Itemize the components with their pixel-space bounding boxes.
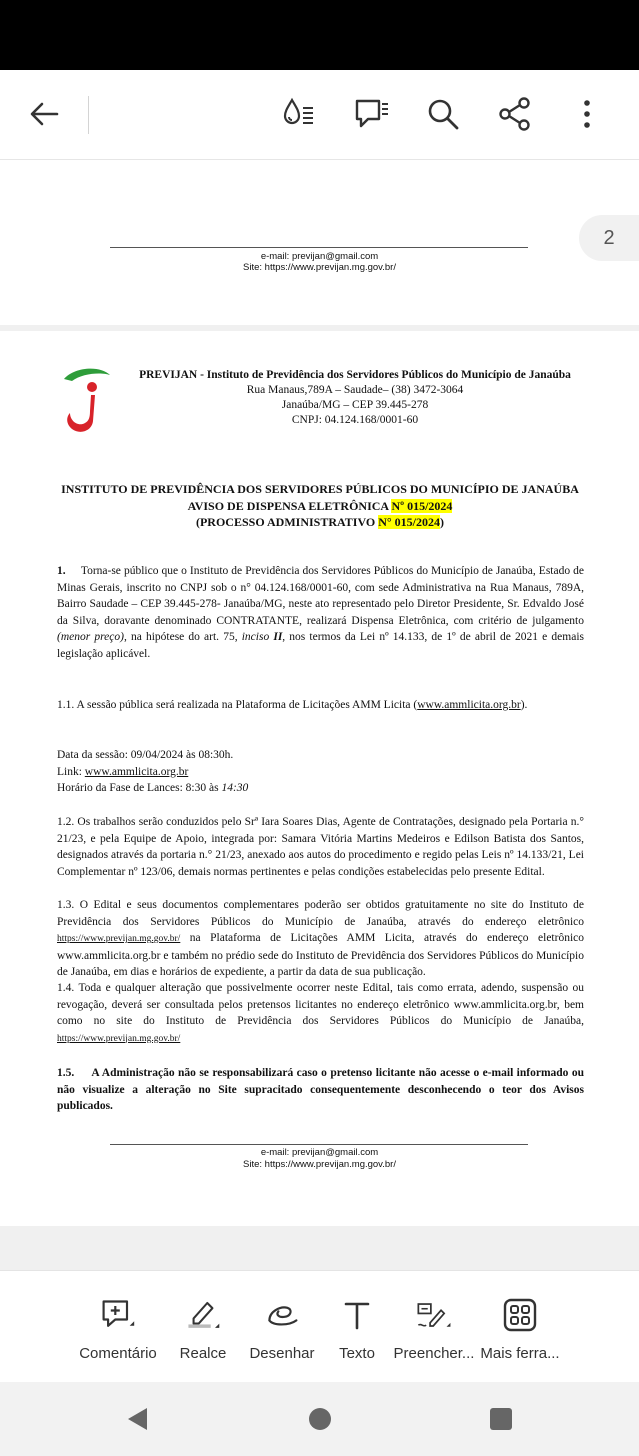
nav-back-button[interactable] (121, 1403, 153, 1435)
search-button[interactable] (421, 92, 465, 136)
section-1 (57, 563, 584, 662)
title-line-3: (PROCESSO ADMINISTRATIVO N° 015/2024) (195, 515, 445, 529)
section-1-5-number: 1.5. (57, 1067, 75, 1079)
tool-label: Mais ferra... (480, 1345, 560, 1362)
text-icon (339, 1297, 375, 1333)
section-1-3 (57, 897, 584, 981)
overflow-menu-button[interactable] (565, 92, 609, 136)
section-1-5-text: A Administração não se responsabilizará caso o pretenso licitante não acesse o e-mail informado ou não visualize a alteração no Site supracitado consequentemente desconhecendo o teor dos Avisos publicados. (57, 1067, 584, 1112)
nav-home-button[interactable] (304, 1403, 336, 1435)
liquid-mode-button[interactable] (278, 92, 322, 136)
session-info (57, 747, 584, 797)
document-title (60, 481, 580, 531)
session-schedule-end: 14:30 (221, 782, 249, 794)
search-icon (426, 97, 460, 131)
footer-email: e-mail: previjan@gmail.com (260, 251, 379, 262)
share-icon (497, 96, 533, 132)
pdf-page-previous (0, 160, 639, 325)
session-link-line (57, 764, 584, 781)
tool-fill-sign[interactable] (386, 1297, 482, 1373)
draw-icon (264, 1297, 300, 1333)
top-toolbar (0, 70, 639, 160)
tool-label: Realce (179, 1345, 227, 1362)
ammlicita-link[interactable]: www.ammlicita.org.br (417, 699, 521, 711)
section-1-1 (57, 697, 584, 714)
status-bar (0, 0, 639, 70)
previjan-logo (58, 365, 114, 437)
footer-site: Site: https://www.previjan.mg.gov.br/ (243, 262, 396, 273)
tool-comment[interactable] (70, 1297, 166, 1373)
tool-label: Desenhar (249, 1345, 315, 1362)
previjan-link-2[interactable]: https://www.previjan.mg.gov.br/ (57, 1033, 181, 1044)
session-link[interactable]: www.ammlicita.org.br (84, 765, 189, 778)
session-link-label: Link: (57, 765, 85, 778)
session-schedule-label: Horário da Fase de Lances: 8:30 às (57, 782, 222, 794)
highlighter-icon (185, 1297, 221, 1333)
square-recents-icon (489, 1407, 513, 1431)
section-1-number: 1. (57, 565, 66, 577)
footer-rule (110, 1144, 528, 1145)
section-1-criterion: (menor preço) (57, 631, 124, 643)
section-1-roman: II (273, 631, 283, 643)
section-1-4-text: 1.4. Toda e qualquer alteração que possivelmente ocorrer neste Edital, tais como errata, adendo, suspensão ou revogação, deverá ser consultada pelos pretensos licitantes no endereço eletrônico www.ammlicita.org.br, bem como no site do Instituto de Previdência dos Servidores Públicos do Município de Janaúba, (57, 982, 584, 1027)
org-city: Janaúba/MG – CEP 39.445-278 (281, 399, 429, 411)
arrow-left-icon (28, 100, 60, 128)
triangle-back-icon (125, 1406, 149, 1432)
title-line-2-text: AVISO DE DISPENSA ELETRÔNICA (187, 498, 392, 513)
document-viewer[interactable] (0, 160, 639, 1270)
process-number: N° 015/2024 (378, 515, 441, 529)
notice-number: Nº 015/2024 (391, 498, 453, 513)
fill-sign-icon (416, 1297, 452, 1333)
section-1-text: Torna-se público que o Instituto de Previdência dos Servidores Públicos do Município de Janaúba, Estado de Minas Gerais, inscrito no CNPJ sob o n° 04.124.168/0001-60, com sede Administrativa na Rua Manaus, 789A, Bairro Saudade – CEP 39.445-278- Janaúba/MG, neste ato representado pelo Diretor Presidente, Sr. Edvaldo José da Silva, doravante denominado CONTRATANTE, realizará Dispensa Eletrônica, com critério de julgamento (57, 565, 584, 627)
session-schedule (57, 780, 584, 797)
section-1-3-text-2: na Plataforma de Licitações AMM Licita, através do endereço eletrônico www.ammlicita.org.br e também no prédio sede do Instituto de Previdência dos Servidores Públicos do Município de Janaúba, em dias e horários de expediente, a partir da data de sua publicação. (57, 932, 584, 978)
tool-label: Texto (339, 1345, 375, 1362)
title-line-2 (60, 498, 580, 515)
section-1-2: 1.2. Os trabalhos serão conduzidos pelo Srª Iara Soares Dias, Agente de Contratações, designado pela Portaria n.° 21/23, e pela Equipe de Apoio, integrada por: Samara Vitória Martins Medeiros e Edilson Batista dos Santos, designados através da portaria n.° 21/23, anexado aos autos do procedimento e regido pelas Leis nº 14.133/21, Lei Complementar nº 123/06, demais normas pertinentes e pelas condições estabelecidas pelo presente Edital. (57, 816, 584, 878)
footer-email: e-mail: previjan@gmail.com (260, 1147, 379, 1158)
title-line-3-text: (PROCESSO ADMINISTRATIVO (195, 515, 379, 529)
section-1-inciso: inciso (241, 631, 270, 643)
previjan-link[interactable]: https://www.previjan.mg.gov.br/ (57, 934, 181, 944)
page-number-badge[interactable]: 2 (579, 215, 639, 261)
org-name: PREVIJAN - Instituto de Previdência dos Servidores Públicos do Município de Janaúba (139, 369, 571, 381)
tool-label: Preencher... (393, 1345, 475, 1362)
comment-add-icon (100, 1297, 136, 1333)
pdf-page-current (0, 331, 639, 1226)
share-button[interactable] (493, 92, 537, 136)
section-1-4 (57, 980, 584, 1047)
section-1-3-text: 1.3. O Edital e seus documentos complementares poderão ser obtidos gratuitamente no site do Instituto de Previdência dos Servidores Públicos do Município de Janaúba, através do endereço eletrônico (57, 899, 584, 928)
letterhead (130, 368, 580, 428)
more-vertical-icon (582, 98, 592, 130)
title-line-1: INSTITUTO DE PREVIDÊNCIA DOS SERVIDORES PÚBLICOS DO MUNICÍPIO DE JANAÚBA (61, 482, 579, 496)
liquid-mode-icon (280, 96, 320, 132)
session-date: Data da sessão: 09/04/2024 às 08:30h. (57, 749, 234, 761)
org-address: Rua Manaus,789A – Saudade– (38) 3472-3064 (246, 384, 464, 396)
circle-home-icon (308, 1407, 332, 1431)
footer-site: Site: https://www.previjan.mg.gov.br/ (243, 1159, 396, 1170)
system-nav-bar (0, 1382, 639, 1456)
more-tools-icon (502, 1297, 538, 1333)
nav-recents-button[interactable] (485, 1403, 517, 1435)
annotation-toolbar (0, 1270, 639, 1382)
back-button[interactable] (22, 92, 66, 136)
toolbar-divider (88, 96, 89, 134)
section-1-text-3: , nos termos da Lei nº 14.133, de 1º de abril de 2021 e demais legislação aplicável. (57, 631, 585, 660)
comments-list-button[interactable] (350, 92, 394, 136)
section-1-1-end: ). (520, 699, 528, 711)
comments-list-icon (352, 96, 392, 132)
section-1-text-2: , na hipótese do art. 75, (123, 631, 238, 643)
tool-label: Comentário (79, 1345, 157, 1362)
org-cnpj: CNPJ: 04.124.168/0001-60 (291, 414, 419, 426)
tool-more[interactable] (472, 1297, 568, 1373)
footer-rule (110, 247, 528, 248)
section-1-1-text: 1.1. A sessão pública será realizada na Plataforma de Licitações AMM Licita ( (57, 699, 418, 711)
section-1-5 (57, 1065, 584, 1115)
